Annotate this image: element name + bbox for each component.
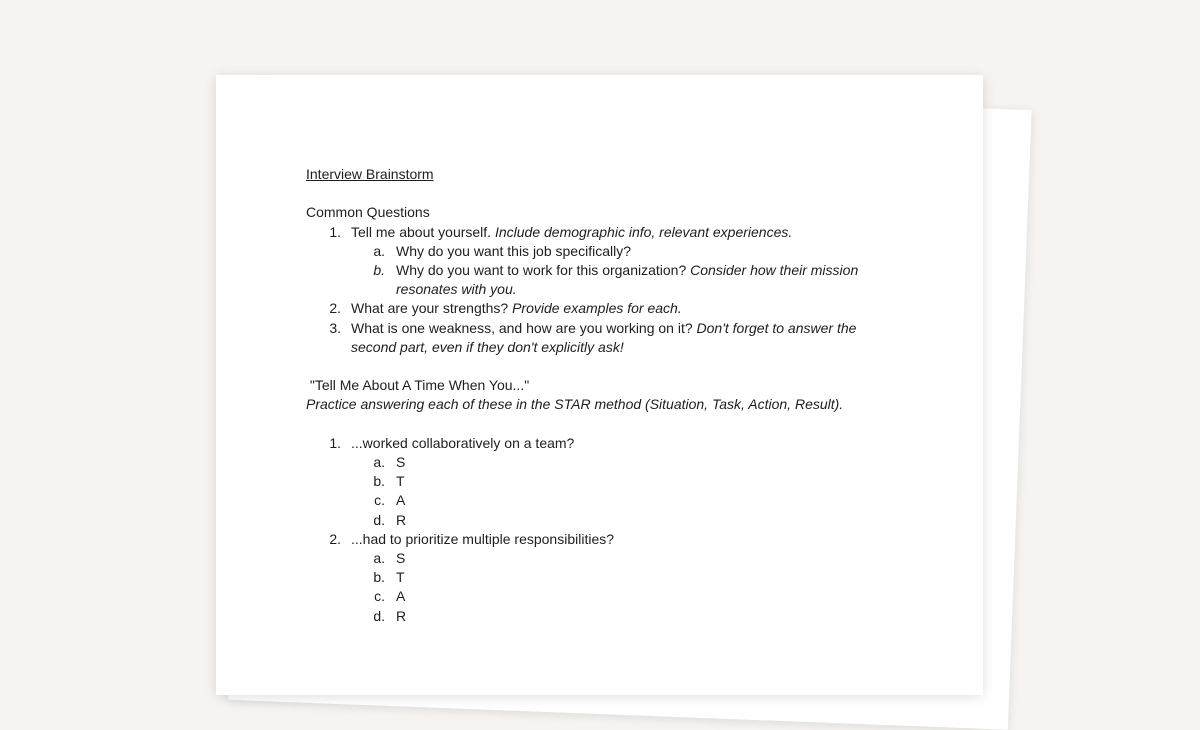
question-note: Provide examples for each. xyxy=(512,300,682,317)
list-number: 1. xyxy=(329,223,341,240)
list-letter: a. xyxy=(373,242,385,259)
list-number: 3. xyxy=(329,319,341,336)
star-item-1 xyxy=(306,434,906,453)
document-body xyxy=(306,165,906,626)
list-letter: b. xyxy=(373,473,385,490)
star-item-2 xyxy=(306,530,906,549)
question-note: Consider how their mission xyxy=(690,262,859,278)
item-text: ...had to prioritize multiple responsibilities? xyxy=(351,530,615,547)
list-letter: c. xyxy=(374,492,385,509)
list-letter: d. xyxy=(373,607,385,624)
question-text: What is one weakness, and how are you working on it? xyxy=(351,319,693,336)
question-1a xyxy=(306,242,906,261)
question-text: Tell me about yourself. xyxy=(351,223,492,240)
star-step xyxy=(306,587,906,606)
document-page xyxy=(216,75,983,695)
blank-line xyxy=(306,357,906,376)
document-title: Interview Brainstorm xyxy=(306,166,434,182)
list-letter: a. xyxy=(373,550,385,567)
star-step xyxy=(306,568,906,587)
star-step xyxy=(306,511,906,530)
question-note: second part, even if they don't explicitly ask! xyxy=(351,338,624,355)
list-letter: a. xyxy=(373,454,385,470)
question-3 xyxy=(306,319,906,338)
blank-line xyxy=(306,415,906,434)
star-step xyxy=(306,472,906,491)
question-1b-continued xyxy=(306,280,906,299)
blank-line xyxy=(306,184,906,203)
step-text: T xyxy=(396,569,405,586)
star-step xyxy=(306,607,906,626)
section-instruction: Practice answering each of these in the STAR method (Situation, Task, Action, Result). xyxy=(306,396,844,413)
step-text: A xyxy=(396,588,406,605)
section-heading-common-questions: Common Questions xyxy=(306,204,430,221)
question-text: Why do you want this job specifically? xyxy=(396,242,631,259)
star-step xyxy=(306,549,906,568)
list-letter: d. xyxy=(373,511,385,528)
list-number: 2. xyxy=(329,300,341,317)
question-1 xyxy=(306,223,906,242)
list-letter: c. xyxy=(374,588,385,605)
step-text: S xyxy=(396,454,406,470)
question-2 xyxy=(306,299,906,318)
question-3-continued xyxy=(306,338,906,357)
step-text: R xyxy=(396,607,407,624)
list-number: 1. xyxy=(329,434,341,451)
question-note: Include demographic info, relevant experiences. xyxy=(494,223,793,240)
list-number: 2. xyxy=(329,530,341,547)
star-step xyxy=(306,491,906,510)
question-1b xyxy=(306,261,906,280)
question-note: resonates with you. xyxy=(396,281,517,298)
star-step xyxy=(306,453,906,472)
list-letter: b. xyxy=(373,262,385,278)
step-text: A xyxy=(396,492,406,509)
question-text: What are your strengths? xyxy=(351,300,509,317)
section-heading-tell-me: "Tell Me About A Time When You..." xyxy=(306,377,530,394)
question-note: Don't forget to answer the xyxy=(696,319,857,336)
step-text: T xyxy=(396,473,405,490)
step-text: R xyxy=(396,511,407,528)
question-text: Why do you want to work for this organization? xyxy=(396,262,687,278)
list-letter: b. xyxy=(373,569,385,586)
step-text: S xyxy=(396,550,406,567)
item-text: ...worked collaboratively on a team? xyxy=(351,434,575,451)
